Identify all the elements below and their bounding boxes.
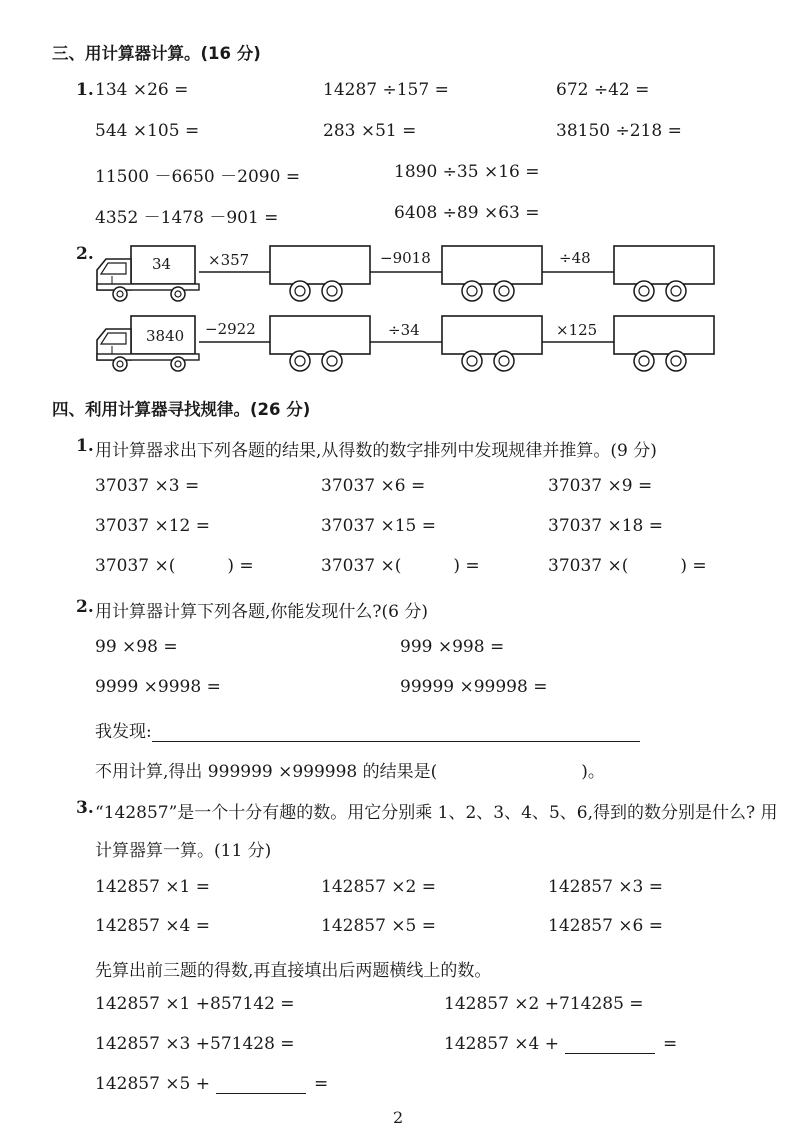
expression: 37037 ×12 = xyxy=(95,516,211,536)
expression: 142857 ×1 +857142 = xyxy=(95,994,295,1014)
answer-line[interactable] xyxy=(152,723,640,742)
expression: 4352 －1478 －901 = xyxy=(95,208,279,228)
expression-with-blank: 37037 ×( ) = xyxy=(548,556,707,576)
expression: 14287 ÷157 = xyxy=(323,80,449,100)
expression: 37037 ×15 = xyxy=(321,516,437,536)
expression: 37037 ×6 = xyxy=(321,476,426,496)
expression: 142857 ×2 +714285 = xyxy=(444,994,644,1014)
expression-with-blank: 142857 ×5 + = xyxy=(95,1074,329,1094)
question-text: 用计算器求出下列各题的结果,从得数的数字排列中发现规律并推算。(9 分) xyxy=(95,441,657,461)
question-number: 3. xyxy=(76,798,94,818)
answer-line[interactable] xyxy=(565,1035,655,1054)
expression: 37037 ×9 = xyxy=(548,476,653,496)
question-number: 2. xyxy=(76,244,94,264)
instruction-text: 先算出前三题的得数,再直接填出后两题横线上的数。 xyxy=(95,961,492,981)
expression: 544 ×105 = xyxy=(95,121,200,141)
question-number: 2. xyxy=(76,597,94,617)
expression: 38150 ÷218 = xyxy=(556,121,682,141)
train-2 xyxy=(97,316,714,371)
wagon-icon xyxy=(442,246,542,301)
wagon-icon xyxy=(270,316,370,371)
expression: 142857 ×1 = xyxy=(95,877,211,897)
expression-with-blank: 37037 ×( ) = xyxy=(95,556,254,576)
expression: 142857 ×3 +571428 = xyxy=(95,1034,295,1054)
section-4-title: 四、利用计算器寻找规律。(26 分) xyxy=(52,400,311,419)
expression: 9999 ×9998 = xyxy=(95,677,221,697)
train-diagram xyxy=(0,0,800,400)
expression: 142857 ×5 = xyxy=(321,916,437,936)
expression: 37037 ×18 = xyxy=(548,516,664,536)
train-operation: ×125 xyxy=(556,321,598,339)
expression: 142857 ×6 = xyxy=(548,916,664,936)
truck-icon xyxy=(97,246,199,301)
expression: 672 ÷42 = xyxy=(556,80,650,100)
expression: 99 ×98 = xyxy=(95,637,178,657)
page-number: 2 xyxy=(393,1108,404,1127)
wagon-icon xyxy=(614,316,714,371)
question-number: 1. xyxy=(76,80,94,100)
train-start-value: 3840 xyxy=(146,327,185,345)
train-1 xyxy=(97,246,714,301)
expression: 142857 ×3 = xyxy=(548,877,664,897)
question-text: 计算器算一算。(11 分) xyxy=(95,841,272,861)
section-3-title: 三、用计算器计算。(16 分) xyxy=(52,44,261,63)
train-operation: ÷34 xyxy=(388,321,420,339)
train-operation: −9018 xyxy=(380,249,431,267)
train-start-value: 34 xyxy=(152,255,172,273)
expression: 142857 ×2 = xyxy=(321,877,437,897)
wagon-icon xyxy=(442,316,542,371)
expression: 999 ×998 = xyxy=(400,637,505,657)
expression: 134 ×26 = xyxy=(95,80,189,100)
expression: 283 ×51 = xyxy=(323,121,417,141)
expression: 142857 ×4 = xyxy=(95,916,211,936)
question-number: 1. xyxy=(76,436,94,456)
predict-line: 不用计算,得出 999999 ×999998 的结果是( )。 xyxy=(95,762,605,782)
expression: 11500 －6650 －2090 = xyxy=(95,167,301,187)
train-operation: ×357 xyxy=(208,251,250,269)
answer-line[interactable] xyxy=(216,1075,306,1094)
question-text: “142857”是一个十分有趣的数。用它分别乘 1、2、3、4、5、6,得到的数分别是什么? 用 xyxy=(95,803,778,823)
wagon-icon xyxy=(614,246,714,301)
expression: 6408 ÷89 ×63 = xyxy=(394,203,540,223)
expression: 1890 ÷35 ×16 = xyxy=(394,162,540,182)
train-operation: ÷48 xyxy=(559,249,591,267)
wagon-icon xyxy=(270,246,370,301)
expression: 99999 ×99998 = xyxy=(400,677,548,697)
expression-with-blank: 37037 ×( ) = xyxy=(321,556,480,576)
expression: 37037 ×3 = xyxy=(95,476,200,496)
question-text: 用计算器计算下列各题,你能发现什么?(6 分) xyxy=(95,602,429,622)
train-operation: −2922 xyxy=(205,320,256,338)
expression-with-blank: 142857 ×4 + = xyxy=(444,1034,678,1054)
found-line: 我发现: xyxy=(95,717,640,742)
